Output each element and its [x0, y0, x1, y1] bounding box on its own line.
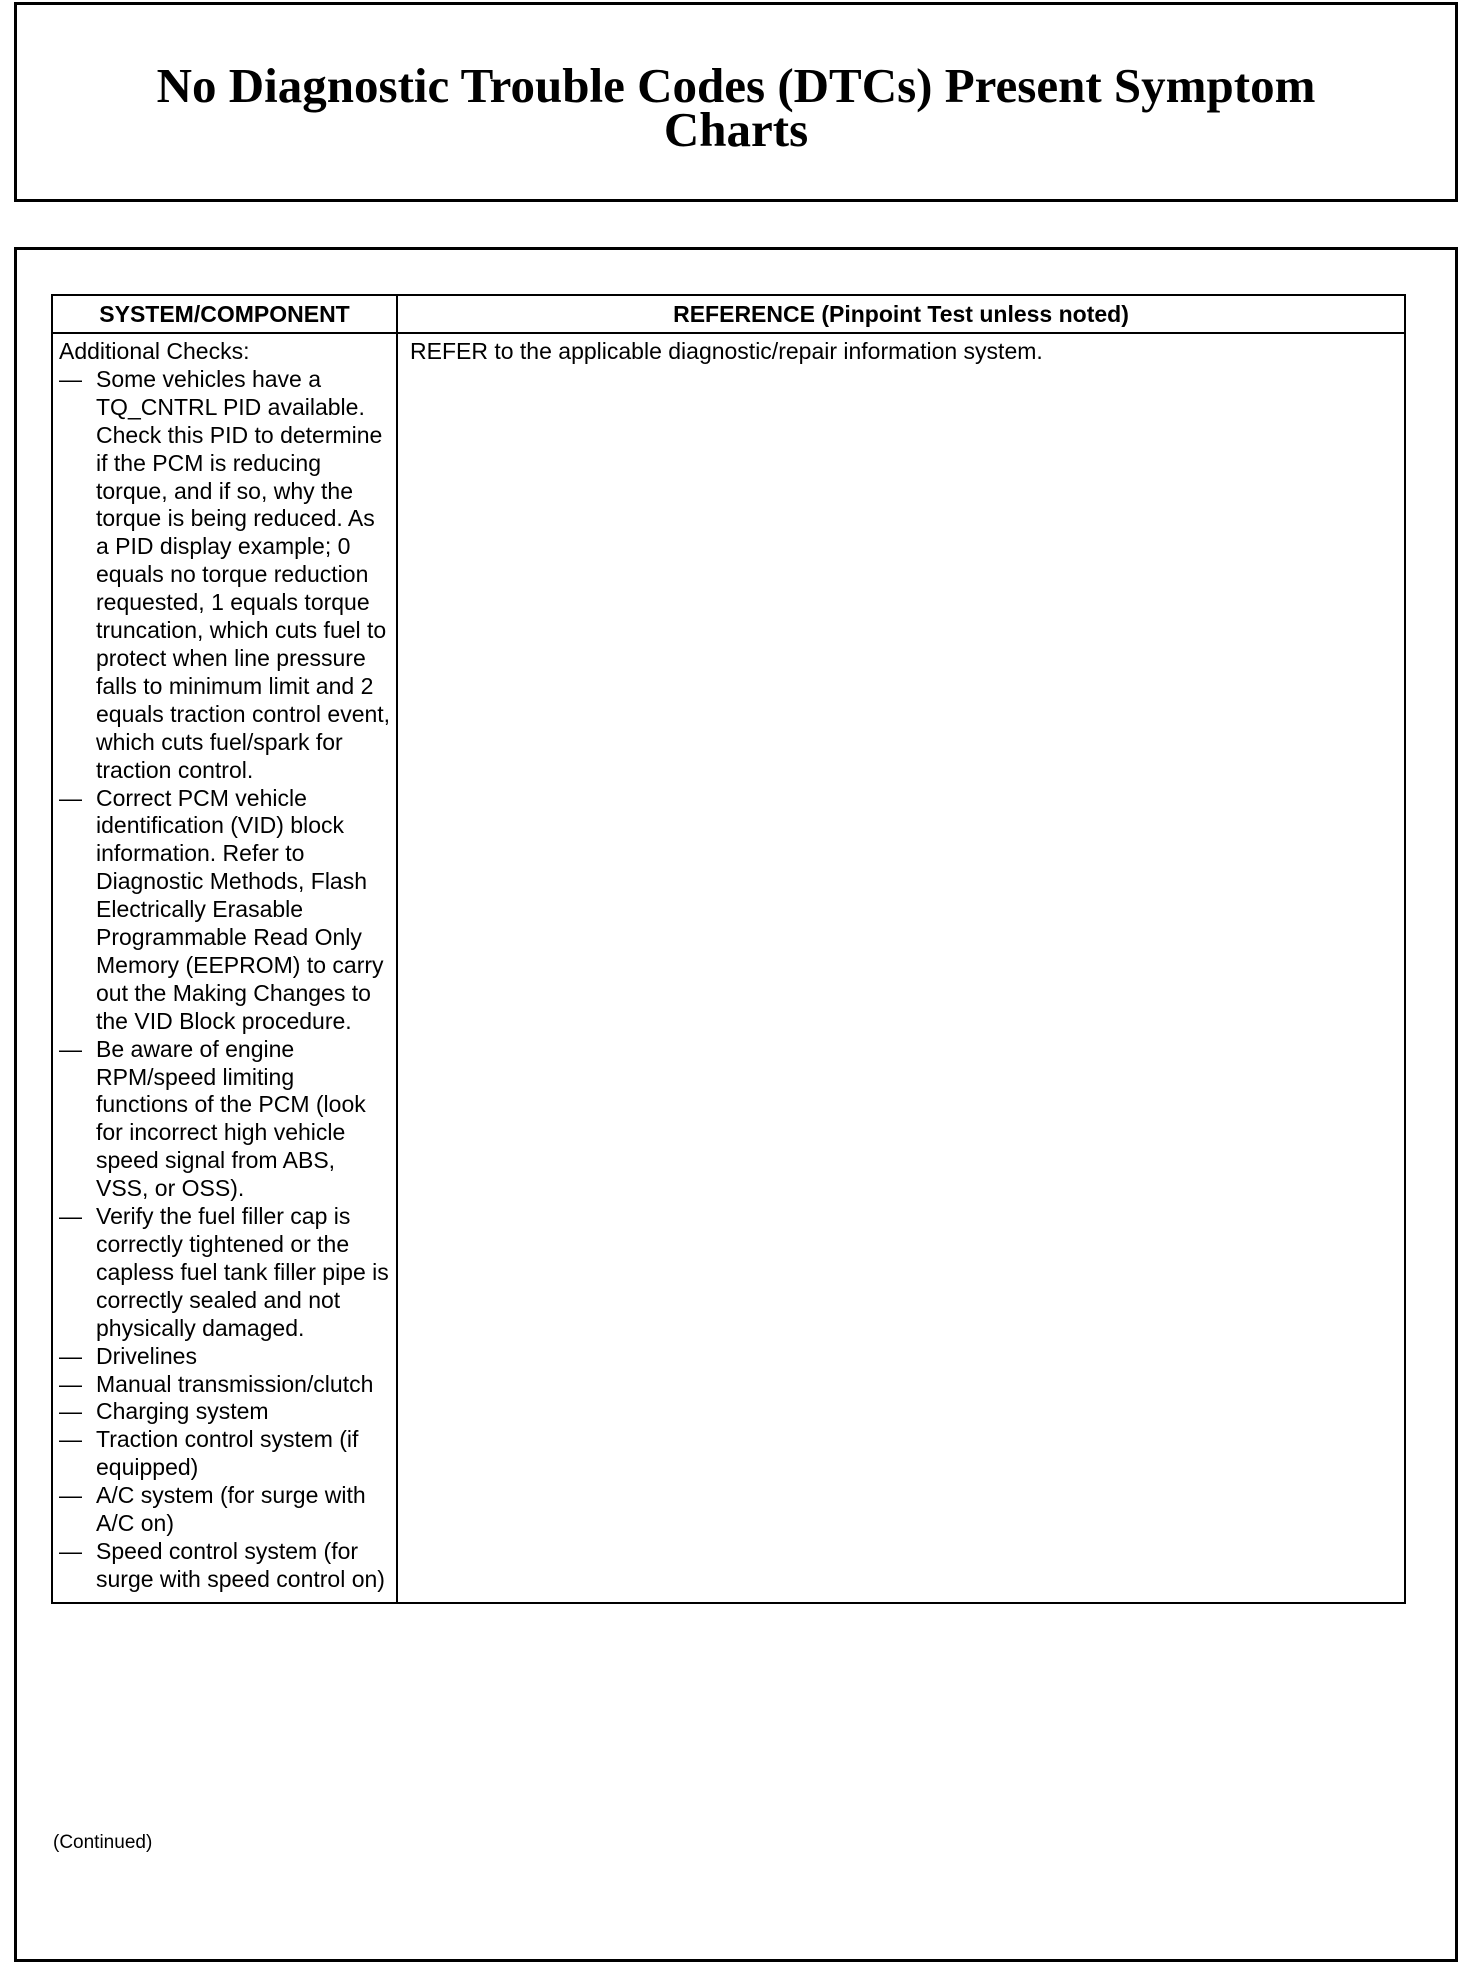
table-row: [52, 333, 1405, 1603]
list-item-text: Verify the fuel filler cap is correctly tightened or the capless fuel tank filler pipe is correctly sealed and not physically damaged.: [96, 1203, 389, 1341]
list-item: [59, 1203, 392, 1343]
list-item: [59, 1036, 392, 1203]
dash-bullet: —: [59, 1203, 82, 1230]
continued-note: (Continued): [53, 1832, 153, 1853]
list-item: [59, 1482, 392, 1538]
dash-bullet: —: [59, 1370, 82, 1397]
list-item-text: Speed control system (for surge with speed control on): [96, 1537, 385, 1592]
dash-bullet: —: [59, 1035, 82, 1062]
column-header-reference: REFERENCE (Pinpoint Test unless noted): [397, 295, 1405, 333]
list-item: [59, 1426, 392, 1482]
list-item: [59, 1398, 392, 1426]
list-item-text: Traction control system (if equipped): [96, 1426, 359, 1481]
page-title-line-2: Charts: [663, 102, 809, 157]
list-item-text: Charging system: [96, 1398, 269, 1425]
list-item-text: Some vehicles have a TQ_CNTRL PID available. Check this PID to determine if the PCM is reducing torque, and if so, why the torque is being reduced. As a PID display example; 0 equals no torque reduction requested, 1 equals torque truncation, which cuts fuel to protect when line pressure falls to minimum limit and 2 equals traction control event, which cuts fuel/spark for traction control.: [96, 365, 391, 783]
list-item: [59, 785, 392, 1036]
page-title: [156, 52, 1316, 157]
dash-bullet: —: [59, 784, 82, 811]
dash-bullet: —: [59, 1482, 82, 1509]
list-item-text: Be aware of engine RPM/speed limiting functions of the PCM (look for incorrect high vehicle speed signal from ABS, VSS, or OSS).: [96, 1035, 366, 1202]
additional-checks-label: Additional Checks:: [59, 338, 250, 364]
dash-bullet: —: [59, 1426, 82, 1453]
table-header-row: [52, 295, 1405, 333]
reference-cell: REFER to the applicable diagnostic/repair information system.: [397, 333, 1405, 1603]
page-title-line-1: No Diagnostic Trouble Codes (DTCs) Present Symptom: [156, 58, 1316, 113]
content-box: [14, 247, 1458, 1962]
list-item-text: Manual transmission/clutch: [96, 1370, 374, 1397]
symptom-chart-table: [51, 294, 1406, 1604]
list-item: [59, 366, 392, 785]
list-item-text: A/C system (for surge with A/C on): [96, 1482, 366, 1537]
additional-checks-list: [59, 366, 392, 1594]
column-header-system: SYSTEM/COMPONENT: [52, 295, 397, 333]
list-item-text: Correct PCM vehicle identification (VID) block information. Refer to Diagnostic Methods, Flash Electrically Erasable Programmable Read Only Memory (EEPROM) to carry out the Making Changes to the VID Block procedure.: [96, 784, 384, 1034]
dash-bullet: —: [59, 1398, 82, 1425]
list-item: [59, 1538, 392, 1594]
list-item: [59, 1371, 392, 1399]
list-item: [59, 1343, 392, 1371]
dash-bullet: —: [59, 365, 82, 392]
dash-bullet: —: [59, 1342, 82, 1369]
dash-bullet: —: [59, 1537, 82, 1564]
list-item-text: Drivelines: [96, 1342, 197, 1369]
title-box: [14, 2, 1458, 202]
system-component-cell: [52, 333, 397, 1603]
